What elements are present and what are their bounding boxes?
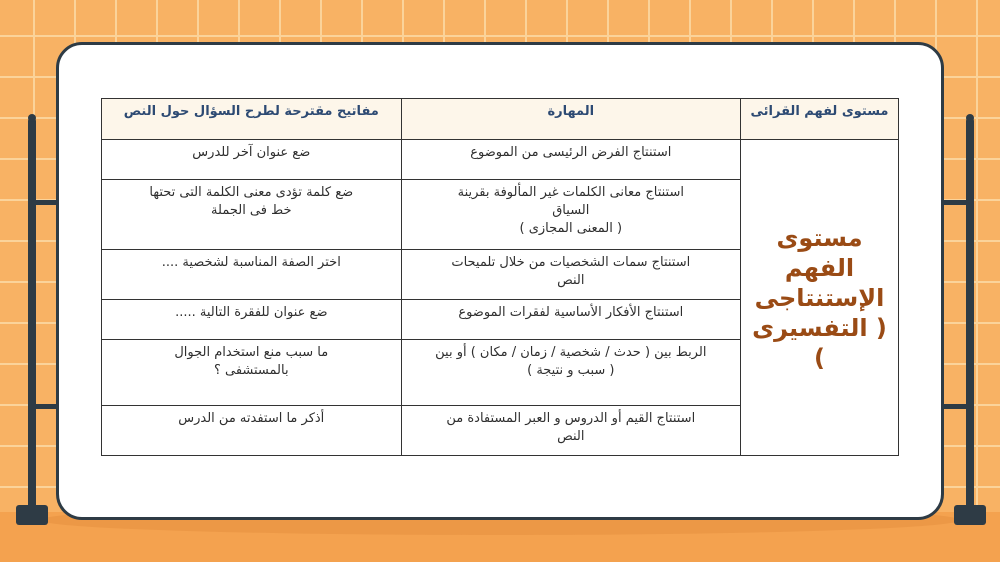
key-cell: [102, 140, 402, 180]
key-text: ضع عنوان للفقرة التالية .....: [175, 305, 328, 320]
skill-text: استنتاج الفرض الرئيسى من الموضوع: [470, 145, 672, 160]
key-cell: [102, 406, 402, 456]
right-pole-cap: [966, 114, 974, 122]
level-label-line: الإستنتاجى: [754, 283, 885, 312]
key-text: ما سبب منع استخدام الجوال: [174, 345, 329, 360]
key-cell: [102, 340, 402, 406]
skill-cell: [401, 300, 740, 340]
header-skill: المهارة: [401, 99, 740, 140]
skill-cell: [401, 406, 740, 456]
skill-text: ( المعنى المجازى ): [519, 221, 623, 236]
skill-cell: [401, 250, 740, 300]
level-label-cell: [741, 140, 899, 456]
key-text: بالمستشفى ؟: [213, 363, 289, 378]
skill-cell: [401, 180, 740, 250]
skill-text: السياق: [552, 203, 590, 218]
left-pole-base: [16, 505, 48, 525]
key-text: ضع كلمة تؤدى معنى الكلمة التى تحتها: [149, 185, 354, 200]
skill-text: استنتاج الأفكار الأساسية لفقرات الموضوع: [458, 305, 684, 320]
key-cell: [102, 250, 402, 300]
comprehension-skills-table: [101, 98, 899, 456]
key-text: خط فى الجملة: [211, 203, 292, 218]
skill-text: النص: [557, 429, 585, 444]
key-cell: [102, 180, 402, 250]
level-label-line: مستوى: [776, 223, 863, 252]
right-pole-base: [954, 505, 986, 525]
header-keys: مفاتيح مقترحة لطرح السؤال حول النص: [102, 99, 402, 140]
left-pole-cap: [28, 114, 36, 122]
level-label-line: ( التفسيرى ): [752, 313, 887, 372]
skill-text: الربط بين ( حدث / شخصية / زمان / مكان ) أو بين: [435, 345, 707, 360]
right-rail-top: [940, 200, 970, 205]
level-label-line: الفهم: [784, 253, 855, 282]
skill-text: استنتاج القيم أو الدروس و العبر المستفادة من: [446, 411, 696, 426]
skill-cell: [401, 340, 740, 406]
table-header-row: [102, 99, 899, 140]
skill-text: ( سبب و نتيجة ): [527, 363, 615, 378]
right-stand-pole: [966, 118, 974, 513]
key-text: ضع عنوان آخر للدرس: [192, 145, 311, 160]
key-cell: [102, 300, 402, 340]
key-text: اختر الصفة المناسبة لشخصية ....: [161, 255, 341, 270]
skill-cell: [401, 140, 740, 180]
table-row: [102, 140, 899, 180]
skill-text: النص: [557, 273, 585, 288]
key-text: أذكر ما استفدته من الدرس: [178, 411, 325, 426]
left-stand-pole: [28, 118, 36, 513]
skill-text: استنتاج سمات الشخصيات من خلال تلميحات: [451, 255, 691, 270]
right-rail-bottom: [940, 404, 970, 409]
skill-text: استنتاج معانى الكلمات غير المألوفة بقرينة: [457, 185, 684, 200]
header-level: مستوى لفهم القرائى: [741, 99, 899, 140]
